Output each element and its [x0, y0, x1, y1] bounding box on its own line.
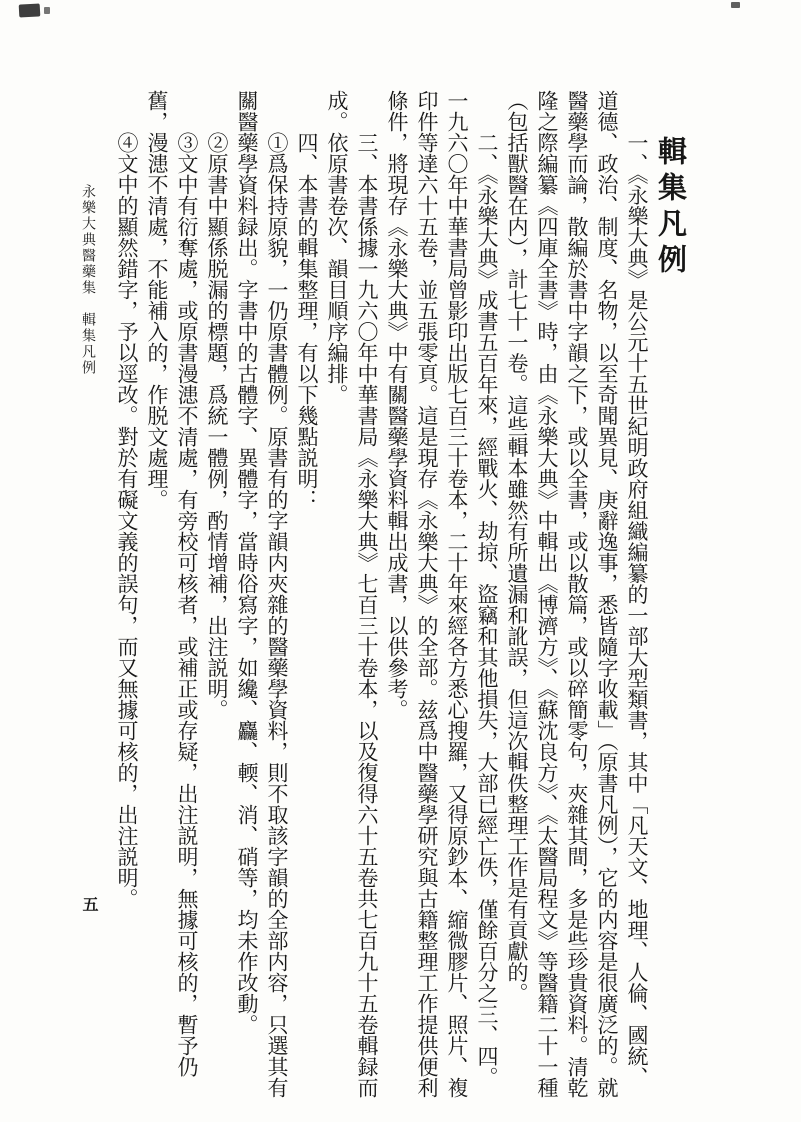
paragraph-3: 三、本書係據一九六〇年中華書局《永樂大典》七百三十卷本，以及復得六十五卷共七百九十五卷輯録而成。依原書卷次、韻目順序編排。 — [325, 90, 379, 1098]
paragraph-6: ②原書中顯係脱漏的標題，爲統一體例，酌情增補，出注説明。 — [205, 132, 229, 720]
scan-artifact — [44, 7, 50, 14]
paragraph-7: ③文中有衍奪處，或原書漫漶不清處，有旁校可核者，或補正或存疑，出注説明，無據可核的，暫予仍舊，漫漶不清處，不能補入的，作脱文處理。 — [145, 90, 199, 1077]
paragraph-5: ①爲保持原貌，一仍原書體例。原書有的字韻内夾雜的醫藥學資料，則不取該字韻的全部内容，只選其有關醫藥學資料録出。字書中的古體字、異體字，當時俗寫字，如纔、麤、輭、消、硝等，均未作改動。 — [235, 90, 289, 1098]
scan-artifact — [19, 3, 41, 17]
page-number: 五 — [80, 896, 97, 912]
running-title: 永樂大典醫藥集 輯集凡例 — [80, 184, 95, 376]
page-title: 輯集凡例 — [654, 136, 686, 280]
paragraph-8: ④文中的顯然錯字，予以逕改。對於有礙文義的誤句，而又無據可核的，出注説明。 — [115, 132, 139, 909]
paragraph-2: 二、《永樂大典》成書五百年來，經戰火、劫掠、盜竊和其他損失，大部已經亡佚，僅餘百分之三、四。一九六〇年中華書局曾影印出版七百三十卷本，二十年來經各方悉心搜羅，又得原鈔本、縮微膠片、照片、複印件等達六十五卷，並五張零頁。這是現存《永樂大典》的全部。兹爲中醫藥學研究與古籍整理工作提供便利條件，將現存《永樂大典》中有關醫藥學資料輯出成書，以供參考。 — [385, 90, 499, 1098]
scan-artifact — [731, 2, 740, 8]
page-content — [72, 90, 694, 1106]
paragraph-1: 一、《永樂大典》是公元十五世紀明政府組織編纂的一部大型類書，其中「凡天文、地理、人倫、國統、道德、政治、制度、名物，以至奇聞異見、庚辭逸事，悉皆隨字收載」（原書凡例），它的内容是很廣泛的。就醫藥學而論，散編於書中字韻之下，或以全書，或以散篇，或以碎簡零句，夾雜其間，多是些珍貴資料。清乾隆之際編纂《四庫全書》時，由《永樂大典》中輯出《博濟方》、《蘇沈良方》、《太醫局程文》等醫籍二十一種（包括獸醫在内），計七十一卷。這些輯本雖然有所遺漏和訛誤，但這次輯佚整理工作是有貢獻的。 — [505, 90, 649, 1098]
paragraph-4: 四、本書的輯集整理，有以下幾點説明： — [295, 132, 319, 510]
